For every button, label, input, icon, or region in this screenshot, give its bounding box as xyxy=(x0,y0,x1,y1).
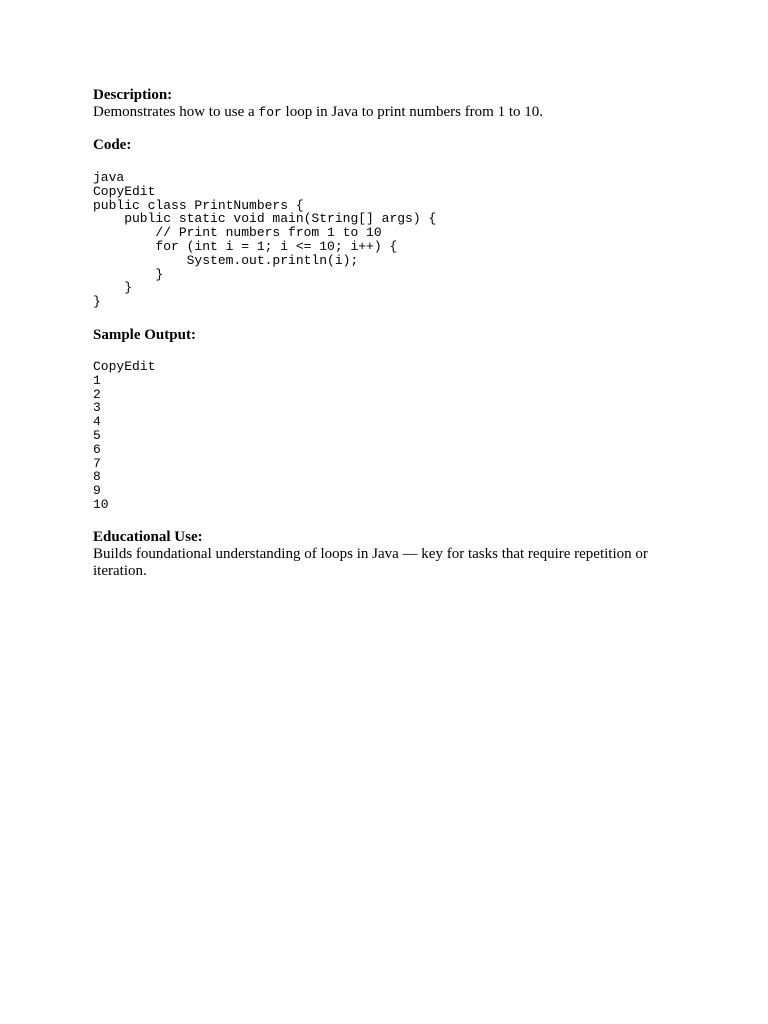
output-line: 7 xyxy=(93,455,101,471)
output-line: 3 xyxy=(93,400,101,416)
code-section xyxy=(93,137,683,154)
code-line: public class PrintNumbers { xyxy=(93,197,304,213)
code-line: // Print numbers from 1 to 10 xyxy=(93,225,382,241)
educational-use-text: Builds foundational understanding of loops in Java — key for tasks that require repetition or iteration. xyxy=(93,546,648,579)
output-line: 9 xyxy=(93,483,101,499)
sample-output-section xyxy=(93,327,683,344)
code-block xyxy=(93,171,436,309)
output-line: 2 xyxy=(93,386,101,402)
code-line: } xyxy=(93,266,164,282)
description-text-before: Demonstrates how to use a xyxy=(93,104,259,120)
code-line: public static void main(String[] args) { xyxy=(93,211,437,227)
description-text xyxy=(93,104,683,121)
output-line: 1 xyxy=(93,372,101,388)
sample-output-heading: Sample Output: xyxy=(93,327,196,343)
code-line: } xyxy=(93,294,101,310)
educational-use-section xyxy=(93,529,683,580)
code-line: System.out.println(i); xyxy=(93,252,359,268)
educational-use-heading: Educational Use: xyxy=(93,529,203,545)
output-line: 8 xyxy=(93,469,101,485)
code-line: } xyxy=(93,280,133,296)
inline-code-for: for xyxy=(258,105,282,120)
code-line: CopyEdit xyxy=(93,183,156,199)
output-line: CopyEdit xyxy=(93,359,156,374)
code-line: java xyxy=(93,170,125,185)
output-block xyxy=(93,360,155,512)
code-heading: Code: xyxy=(93,137,132,153)
output-line: 6 xyxy=(93,441,101,457)
output-line: 4 xyxy=(93,414,101,430)
description-section xyxy=(93,87,683,121)
output-line: 10 xyxy=(93,496,109,512)
output-line: 5 xyxy=(93,427,101,443)
description-text-after: loop in Java to print numbers from 1 to 10. xyxy=(281,104,544,120)
description-heading: Description: xyxy=(93,87,173,103)
code-line: for (int i = 1; i <= 10; i++) { xyxy=(93,238,398,254)
